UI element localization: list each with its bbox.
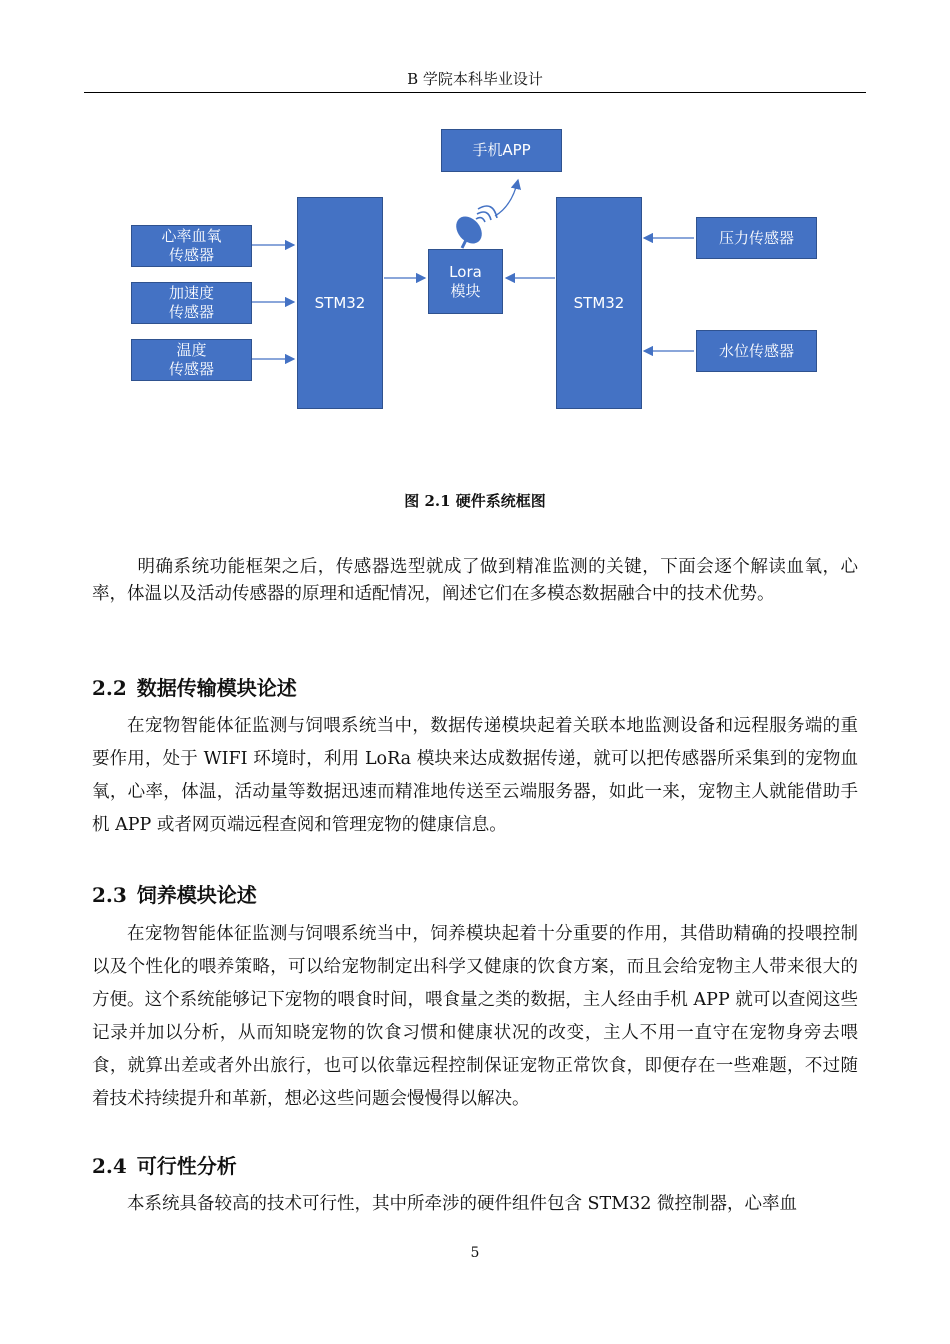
- heart-rate-spo2-sensor-box: 心率血氧 传感器: [131, 225, 252, 267]
- section-title: 数据传输模块论述: [136, 676, 297, 700]
- section-number: 2.4: [92, 1154, 127, 1178]
- section-heading-2-3: [92, 879, 257, 908]
- lora-module-box: Lora 模块: [428, 249, 503, 314]
- section-title: 饲养模块论述: [136, 883, 257, 907]
- section-2-2-paragraph: 在宠物智能体征监测与饲喂系统当中，数据传递模块起着关联本地监测设备和远程服务端的重要作用，处于 WIFI 环境时，利用 LoRa 模块来达成数据传递，就可以把传感器所采集到的宠物血氧，心率，体温，活动量等数据迅速而精准地传送至云端服务器，如此一来，宠物主人就能借助手机 APP 或者网页端远程查阅和管理宠物的健康信息。: [92, 716, 858, 835]
- page-number: 5: [470, 1245, 480, 1261]
- page-header: [84, 66, 866, 93]
- stm32-left-box: STM32: [297, 197, 383, 409]
- mobile-app-box: 手机APP: [441, 129, 562, 172]
- water-level-sensor-box: 水位传感器: [696, 330, 817, 372]
- section-title: 可行性分析: [136, 1154, 237, 1178]
- pressure-sensor-box: 压力传感器: [696, 217, 817, 259]
- section-heading-2-2: [92, 672, 297, 701]
- accelerometer-sensor-box: 加速度 传感器: [131, 282, 252, 324]
- figure-caption: 图 2.1 硬件系统框图: [404, 492, 546, 510]
- satellite-dish-icon: [451, 206, 497, 249]
- section-number: 2.3: [92, 883, 127, 907]
- section-2-3-paragraph: 在宠物智能体征监测与饲喂系统当中，饲养模块起着十分重要的作用，其借助精确的投喂控制以及个性化的喂养策略，可以给宠物制定出科学又健康的饮食方案，而且会给宠物主人带来很大的方便。这个系统能够记下宠物的喂食时间，喂食量之类的数据，主人经由手机 APP 就可以查阅这些记录并加以分析，从而知晓宠物的饮食习惯和健康状况的改变，主人不用一直守在宠物身旁去喂食，就算出差或者外出旅行，也可以依靠远程控制保证宠物正常饮食，即便存在一些难题，不过随着技术持续提升和革新，想必这些问题会慢慢得以解决。: [92, 924, 858, 1109]
- hardware-block-diagram: [0, 120, 950, 420]
- intro-paragraph: 明确系统功能框架之后，传感器选型就成了做到精准监测的关键，下面会逐个解读血氧，心率，体温以及活动传感器的原理和适配情况，阐述它们在多模态数据融合中的技术优势。: [92, 557, 858, 604]
- stm32-right-box: STM32: [556, 197, 642, 409]
- arrow-lora-to-app: [495, 180, 518, 216]
- section-number: 2.2: [92, 676, 127, 700]
- section-heading-2-4: [92, 1150, 237, 1179]
- section-2-4-paragraph: 本系统具备较高的技术可行性，其中所牵涉的硬件组件包含 STM32 微控制器，心率血: [127, 1194, 797, 1214]
- header-title: B 学院本科毕业设计: [407, 70, 543, 88]
- temperature-sensor-box: 温度 传感器: [131, 339, 252, 381]
